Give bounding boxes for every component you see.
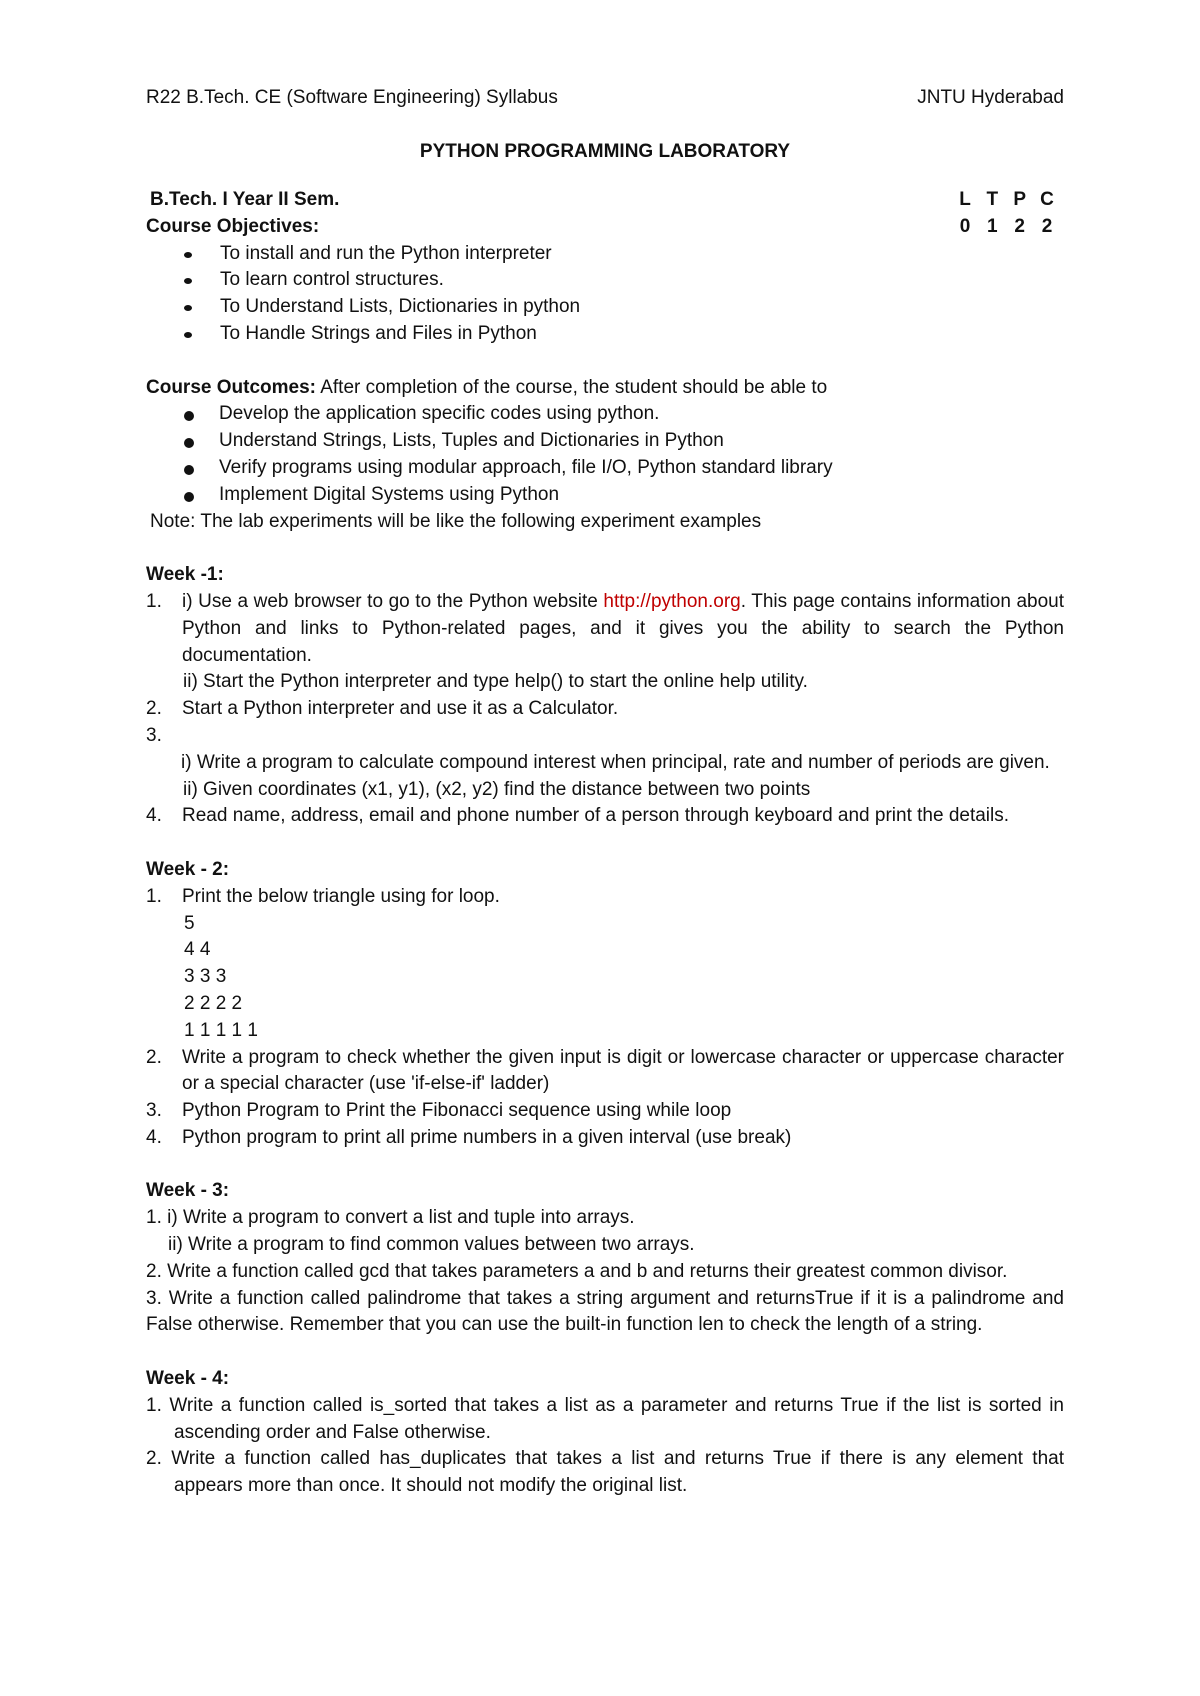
triangle-line: 1 1 1 1 1 [184,1019,258,1041]
bullet-icon [184,492,194,502]
document-page [146,85,1064,1500]
list-item: 2. Write a function called has_duplicates that takes a list and returns True if there is any element that appears more than once. It should not modify the original list. [146,1448,1064,1497]
list-item: To install and run the Python interpreter [146,241,1064,268]
ltpc-values [956,214,1056,241]
list-item: 4. Read name, address, email and phone number of a person through keyboard and print the details. [146,805,1010,827]
list-item: 3. [146,724,162,746]
bullet-icon [184,411,194,421]
list-item: To Handle Strings and Files in Python [146,321,1064,348]
bullet-icon [184,252,192,258]
objectives-heading: Course Objectives: [146,215,320,237]
week2-section [146,857,1064,1152]
outcomes-heading: Course Outcomes: [146,376,316,398]
page-title: PYTHON PROGRAMMING LABORATORY [419,141,791,162]
list-item: 1. i) Write a program to convert a list and tuple into arrays. [146,1207,635,1229]
list-item: Verify programs using modular approach, file I/O, Python standard library [146,455,1064,482]
note-text: Note: The lab experiments will be like the following experiment examples [150,510,762,532]
objectives-section [146,214,1064,348]
semester-label: B.Tech. I Year II Sem. [150,189,340,210]
python-website-link[interactable]: http://python.org [603,590,741,612]
list-subitem: i) Write a program to calculate compound interest when principal, rate and number of periods are given. [181,751,1050,773]
list-item: 3. Python Program to Print the Fibonacci sequence using while loop [146,1100,732,1122]
list-item: 3. Write a function called palindrome that takes a string argument and returnsTrue if it is a palindrome and False otherwise. Remember that you can use the built-in function len to check the length of a string. [146,1287,1064,1336]
objectives-list [146,241,1064,348]
week1-heading: Week -1: [146,564,224,586]
list-item: 2. Start a Python interpreter and use it as a Calculator. [146,698,619,720]
week3-section [146,1178,1064,1339]
list-item: 1. Write a function called is_sorted that takes a list as a parameter and returns True if the list is sorted in ascending order and False otherwise. [146,1394,1064,1443]
week4-heading: Week - 4: [146,1368,230,1390]
list-item: 1. i) Use a web browser to go to the Python website http://python.org. This page contains information about Python and links to Python-related pages, and it gives you the ability to search the Python documentation. [146,590,1064,666]
list-subitem: ii) Write a program to find common values between two arrays. [168,1234,695,1256]
bullet-icon [184,465,194,475]
running-header [146,85,1064,113]
outcomes-intro-line [146,375,1064,402]
outcomes-section [146,375,1064,536]
ltpc-value-l: 0 [959,215,971,237]
ltpc-label-c: C [1040,189,1054,210]
week3-heading: Week - 3: [146,1180,230,1202]
ltpc-value-p: 2 [1014,215,1025,237]
triangle-line: 4 4 [184,939,211,961]
outcomes-intro: After completion of the course, the student should be able to [315,376,828,398]
week1-section [146,562,1064,830]
list-item: Develop the application specific codes using python. [146,401,1064,428]
ltpc-value-c: 2 [1041,215,1053,237]
list-item: To Understand Lists, Dictionaries in python [146,294,1064,321]
bullet-icon [184,332,192,338]
list-item: Implement Digital Systems using Python [146,482,1064,509]
ltpc-labels [956,187,1056,214]
ltpc-table [956,187,1056,241]
ltpc-label-l: L [959,189,971,210]
list-item: 2. Write a function called gcd that takes parameters a and b and returns their greatest common divisor. [146,1260,1008,1282]
week2-heading: Week - 2: [146,858,230,880]
list-item: 4. Python program to print all prime numbers in a given interval (use break) [146,1126,792,1148]
triangle-line: 3 3 3 [184,966,227,988]
week4-section [146,1366,1064,1500]
list-item: 1. Print the below triangle using for loop. [146,885,500,907]
triangle-line: 5 [184,912,195,934]
triangle-line: 2 2 2 2 [184,992,243,1014]
list-item: 2. Write a program to check whether the given input is digit or lowercase character or uppercase character or a special character (use 'if-else-if' ladder) [146,1046,1064,1095]
header-right: JNTU Hyderabad [917,87,1064,108]
outcomes-list [146,401,1064,508]
ltpc-value-t: 1 [987,215,998,237]
ltpc-label-t: T [986,189,999,210]
bullet-icon [184,305,192,311]
bullet-icon [184,278,192,284]
header-left: R22 B.Tech. CE (Software Engineering) Syllabus [146,87,558,108]
list-subitem: ii) Given coordinates (x1, y1), (x2, y2) find the distance between two points [183,778,811,800]
list-item: Understand Strings, Lists, Tuples and Dictionaries in Python [146,428,1064,455]
list-item: To learn control structures. [146,267,1064,294]
bullet-icon [184,438,194,448]
list-subitem: ii) Start the Python interpreter and type help() to start the online help utility. [183,671,808,693]
ltpc-label-p: P [1013,189,1026,210]
